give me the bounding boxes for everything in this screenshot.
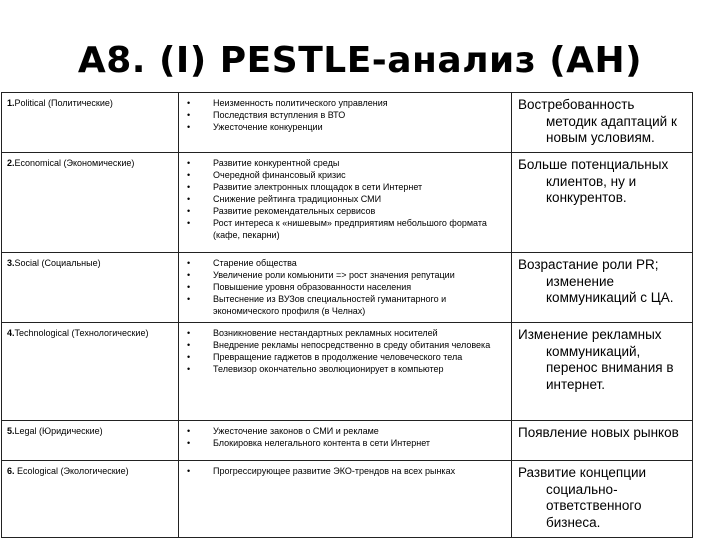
list-item: • Возникновение нестандартных рекламных носителей (179, 327, 511, 339)
impact-text: Появление новых рынков (518, 425, 679, 440)
list-item: • Развитие конкурентной среды (179, 157, 511, 169)
factors-list-cell (179, 461, 512, 538)
factor-label: Technological (Технологические) (14, 328, 149, 338)
factor-number: 2. (7, 158, 15, 168)
list-item: • Развитие электронных площадок в сети Интернет (179, 181, 511, 193)
factors-list-cell (179, 323, 512, 421)
list-item: • Развитие рекомендательных сервисов (179, 205, 511, 217)
list-item: • Старение общества (179, 257, 511, 269)
factor-number: 1. (7, 98, 15, 108)
list-item: • Неизменность политического управления (179, 97, 511, 109)
factor-list (179, 257, 511, 317)
factor-list (179, 97, 511, 133)
impact-text: Больше потенциальных клиентов, ну и конкурентов. (518, 157, 669, 205)
factor-cell (2, 461, 179, 538)
list-item: • Ужесточение конкуренции (179, 121, 511, 133)
list-item: • Телевизор окончательно эволюционирует в компьютер (179, 363, 511, 375)
factor-number: 3. (7, 258, 15, 268)
impact-text: Востребованность методик адаптаций к новым условиям. (518, 97, 677, 145)
list-item: • Ужесточение законов о СМИ и рекламе (179, 425, 511, 437)
slide-title: A8. (I) PESTLE-анализ (AH) (77, 40, 643, 81)
list-item: • Прогрессирующее развитие ЭКО-трендов на всех рынках (179, 465, 511, 477)
factors-list-cell (179, 153, 512, 253)
factors-list-cell (179, 421, 512, 461)
list-item: • Рост интереса к «нишевым» предприятиям небольшого формата (кафе, пекарни) (179, 217, 511, 241)
factor-label: Economical (Экономические) (14, 158, 135, 168)
impact-cell (512, 461, 693, 538)
factor-number: 4. (7, 328, 15, 338)
pestle-table (1, 92, 693, 538)
impact-cell (512, 253, 693, 323)
table-row (2, 253, 693, 323)
impact-cell (512, 323, 693, 421)
factor-cell (2, 421, 179, 461)
factor-label: Ecological (Экологические) (14, 466, 129, 476)
factors-list-cell (179, 253, 512, 323)
table-row (2, 461, 693, 538)
impact-text: Изменение рекламных коммуникаций, перенос внимания в интернет. (518, 327, 674, 392)
factor-label: Political (Политические) (14, 98, 113, 108)
table-row (2, 421, 693, 461)
table-row (2, 93, 693, 153)
impact-cell (512, 153, 693, 253)
list-item: • Очередной финансовый кризис (179, 169, 511, 181)
factor-cell (2, 153, 179, 253)
impact-text: Возрастание роли PR; изменение коммуникаций с ЦА. (518, 257, 674, 305)
list-item: • Повышение уровня образованности населения (179, 281, 511, 293)
factor-cell (2, 323, 179, 421)
factor-list (179, 425, 511, 449)
factor-label: Social (Социальные) (14, 258, 101, 268)
list-item: • Увеличение роли комьюнити => рост значения репутации (179, 269, 511, 281)
factor-number: 6. (7, 466, 15, 476)
table-row (2, 323, 693, 421)
factors-list-cell (179, 93, 512, 153)
factor-list (179, 465, 511, 477)
list-item: • Превращение гаджетов в продолжение человеческого тела (179, 351, 511, 363)
list-item: • Вытеснение из ВУЗов специальностей гуманитарного и экономического профиля (в Челнах) (179, 293, 511, 317)
impact-cell (512, 421, 693, 461)
factor-number: 5. (7, 426, 15, 436)
table-row (2, 153, 693, 253)
factor-list (179, 327, 511, 375)
list-item: • Внедрение рекламы непосредственно в среду обитания человека (179, 339, 511, 351)
list-item: • Снижение рейтинга традиционных СМИ (179, 193, 511, 205)
factor-label: Legal (Юридические) (14, 426, 103, 436)
list-item: • Последствия вступления в ВТО (179, 109, 511, 121)
list-item: • Блокировка нелегального контента в сети Интернет (179, 437, 511, 449)
impact-text: Развитие концепции социально-ответственного бизнеса. (518, 465, 647, 530)
impact-cell (512, 93, 693, 153)
factor-list (179, 157, 511, 241)
factor-cell (2, 253, 179, 323)
factor-cell (2, 93, 179, 153)
